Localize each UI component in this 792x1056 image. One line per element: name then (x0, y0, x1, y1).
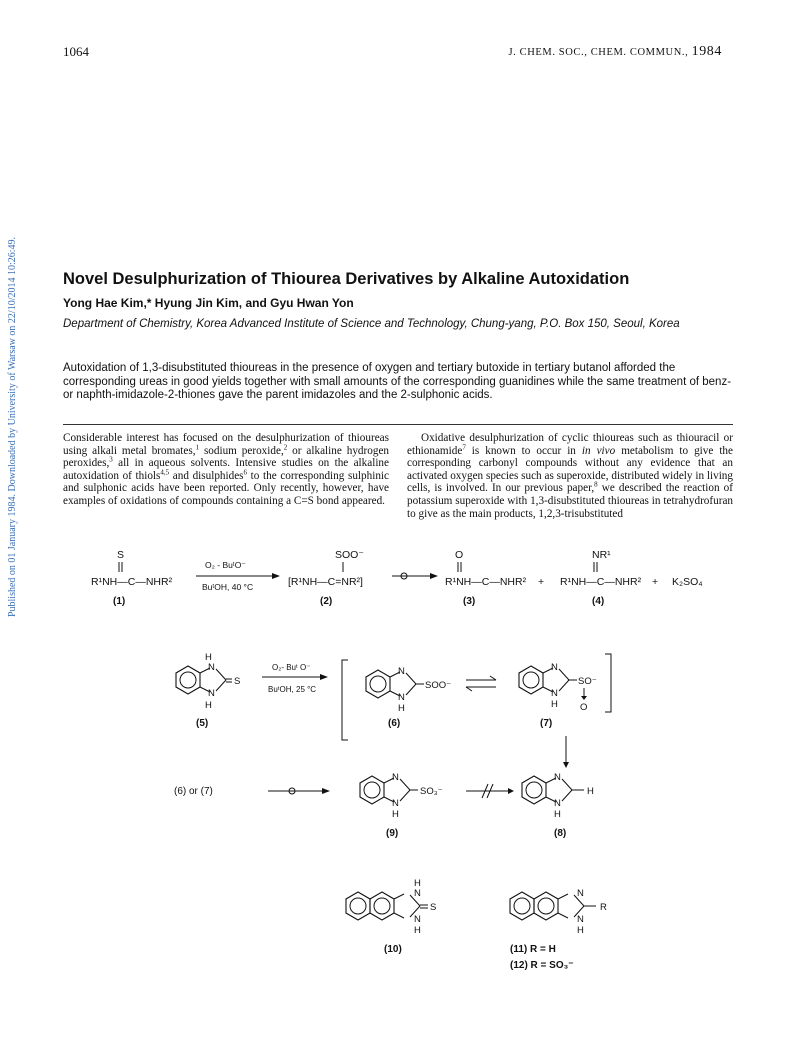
intermediate-2: [R¹NH—C=NR²] (288, 576, 363, 588)
svg-text:+: + (652, 576, 659, 588)
svg-text:N: N (551, 688, 558, 699)
svg-text:H: H (205, 700, 212, 711)
compound-label-3: (3) (463, 596, 476, 607)
svg-text:O₂- Buᵗ O⁻: O₂- Buᵗ O⁻ (272, 663, 311, 672)
ref-8[interactable]: 8 (594, 480, 598, 489)
compound-label-2: (2) (320, 596, 333, 607)
svg-text:O: O (580, 702, 588, 713)
source-compounds: (6) or (7) (174, 786, 213, 797)
compound-8-structure (522, 772, 594, 820)
body-paragraph-2: Oxidative desulphurization of cyclic thioureas such as thiouracil or ethionamide$^7$ is known to occur in in vivo metabolism to give the corresponding carbonyl compounds without any evidence that an activated oxygen species such as superoxide, distributed widely in living cells, is involved. In our previous paper,$^8$ we described the reaction of potassium superoxide with 1,3-disubstituted thioureas in tetrahydrofuran to give as the main products, 1,2,3-trisubstituted (407, 432, 733, 520)
svg-text:H: H (587, 786, 594, 797)
svg-text:SO₃⁻: SO₃⁻ (420, 786, 443, 797)
compound-9-structure (360, 772, 443, 820)
reaction-scheme-2 (0, 640, 792, 980)
svg-text:H: H (398, 703, 405, 714)
svg-text:N: N (208, 688, 215, 699)
compound-label-5: (5) (196, 718, 209, 729)
svg-text:H: H (392, 809, 399, 820)
svg-text:H: H (414, 878, 421, 889)
svg-text:N: N (414, 888, 421, 899)
svg-text:S: S (430, 902, 437, 913)
journal-name: J. CHEM. SOC., CHEM. COMMUN., (508, 47, 689, 58)
urea-3: R¹NH—C—NHR² (445, 576, 527, 588)
article-title: Novel Desulphurization of Thiourea Derivatives by Alkaline Autoxidation (63, 270, 630, 288)
journal-header (508, 44, 722, 60)
thiourea-1: R¹NH—C—NHR² (91, 576, 173, 588)
compound-label-9: (9) (386, 828, 399, 839)
potassium-sulphate: K₂SO₄ (672, 576, 703, 588)
ref-1[interactable]: 1 (195, 442, 200, 451)
body-column-left (63, 432, 389, 508)
svg-text:N: N (577, 914, 584, 925)
compound-10-structure (346, 878, 436, 936)
compound-label-12: (12) R = SO₃⁻ (510, 960, 574, 971)
svg-text:+: + (538, 576, 545, 588)
svg-text:H: H (577, 925, 584, 936)
svg-text:SOO⁻: SOO⁻ (425, 680, 452, 691)
svg-text:R: R (600, 902, 607, 913)
svg-text:O: O (455, 549, 464, 561)
download-watermark: Published on 01 January 1984. Downloaded by University of Warsaw on 22/10/2014 10:26:49. (7, 236, 18, 618)
ref-6[interactable]: 6 (243, 468, 248, 477)
compound-label-4: (4) (592, 596, 605, 607)
svg-text:BuᵗOH, 40 °C: BuᵗOH, 40 °C (202, 582, 254, 592)
ref-2[interactable]: 2 (283, 442, 288, 451)
svg-text:N: N (398, 692, 405, 703)
svg-text:N: N (392, 798, 399, 809)
svg-text:SOO⁻: SOO⁻ (335, 549, 364, 561)
svg-text:S: S (117, 549, 125, 561)
body-paragraph-1: Considerable interest has focused on the desulphurization of thioureas using alkali metal bromates,$^1$ sodium peroxide,$^2$ or alkaline hydrogen peroxides,$^3$ all in aqueous solvents. Intensive studies on the alkaline autoxidation of thiols$^{4,5}$ and disulphides$^6$ to the corresponding sulphinic and sulphonic acids have been reported. Only recently, however, have examples of oxidations of compounds containing a C=S bond appeared. (63, 432, 389, 507)
article-authors: Yong Hae Kim,* Hyung Jin Kim, and Gyu Hwan Yon (63, 296, 354, 310)
svg-text:H: H (205, 652, 212, 663)
compound-label-6: (6) (388, 718, 401, 729)
svg-text:N: N (554, 798, 561, 809)
compound-label-1: (1) (113, 596, 126, 607)
svg-text:H: H (554, 809, 561, 820)
svg-text:NR¹: NR¹ (592, 549, 611, 561)
body-column-right (407, 432, 733, 520)
article-abstract: Autoxidation of 1,3-disubstituted thioureas in the presence of oxygen and tertiary butoxide in tertiary butanol afforded the corresponding ureas in good yields together with small amounts of the corresponding guanidines while the same treatment of benz- or naphth-imidazole-2-thiones gave the parent imidazoles and the 2-sulphonic acids. (63, 362, 732, 402)
svg-text:N: N (577, 888, 584, 899)
author-affiliation: Department of Chemistry, Korea Advanced Institute of Science and Technology, Chung-yang, P.O. Box 150, Seoul, Korea (63, 318, 680, 330)
svg-text:O₂ - BuᵗO⁻: O₂ - BuᵗO⁻ (205, 560, 246, 570)
svg-text:N: N (392, 772, 399, 783)
compound-5-structure (176, 652, 240, 711)
compound-label-11: (11) R = H (510, 944, 556, 955)
compound-label-8: (8) (554, 828, 567, 839)
ref-7[interactable]: 7 (462, 442, 466, 451)
journal-year: 1984 (691, 44, 722, 59)
svg-text:N: N (551, 662, 558, 673)
svg-text:N: N (554, 772, 561, 783)
reaction-scheme-1 (0, 540, 792, 640)
svg-text:N: N (208, 662, 215, 673)
svg-text:SO⁻: SO⁻ (578, 676, 597, 687)
page-number: 1064 (63, 44, 89, 59)
svg-text:H: H (414, 925, 421, 936)
compound-11-12-structure (510, 888, 607, 936)
abstract-divider (63, 424, 733, 425)
svg-text:N: N (398, 666, 405, 677)
compound-7-structure (519, 662, 597, 713)
compound-6-structure (366, 666, 451, 714)
svg-text:H: H (551, 699, 558, 710)
guanidine-4: R¹NH—C—NHR² (560, 576, 642, 588)
svg-text:N: N (414, 914, 421, 925)
svg-text:S: S (234, 676, 241, 687)
ref-3[interactable]: 3 (109, 455, 113, 464)
compound-label-10: (10) (384, 944, 402, 955)
svg-text:BuᵗOH, 25 °C: BuᵗOH, 25 °C (268, 685, 317, 694)
ref-4-5[interactable]: 4,5 (160, 468, 170, 477)
compound-label-7: (7) (540, 718, 553, 729)
